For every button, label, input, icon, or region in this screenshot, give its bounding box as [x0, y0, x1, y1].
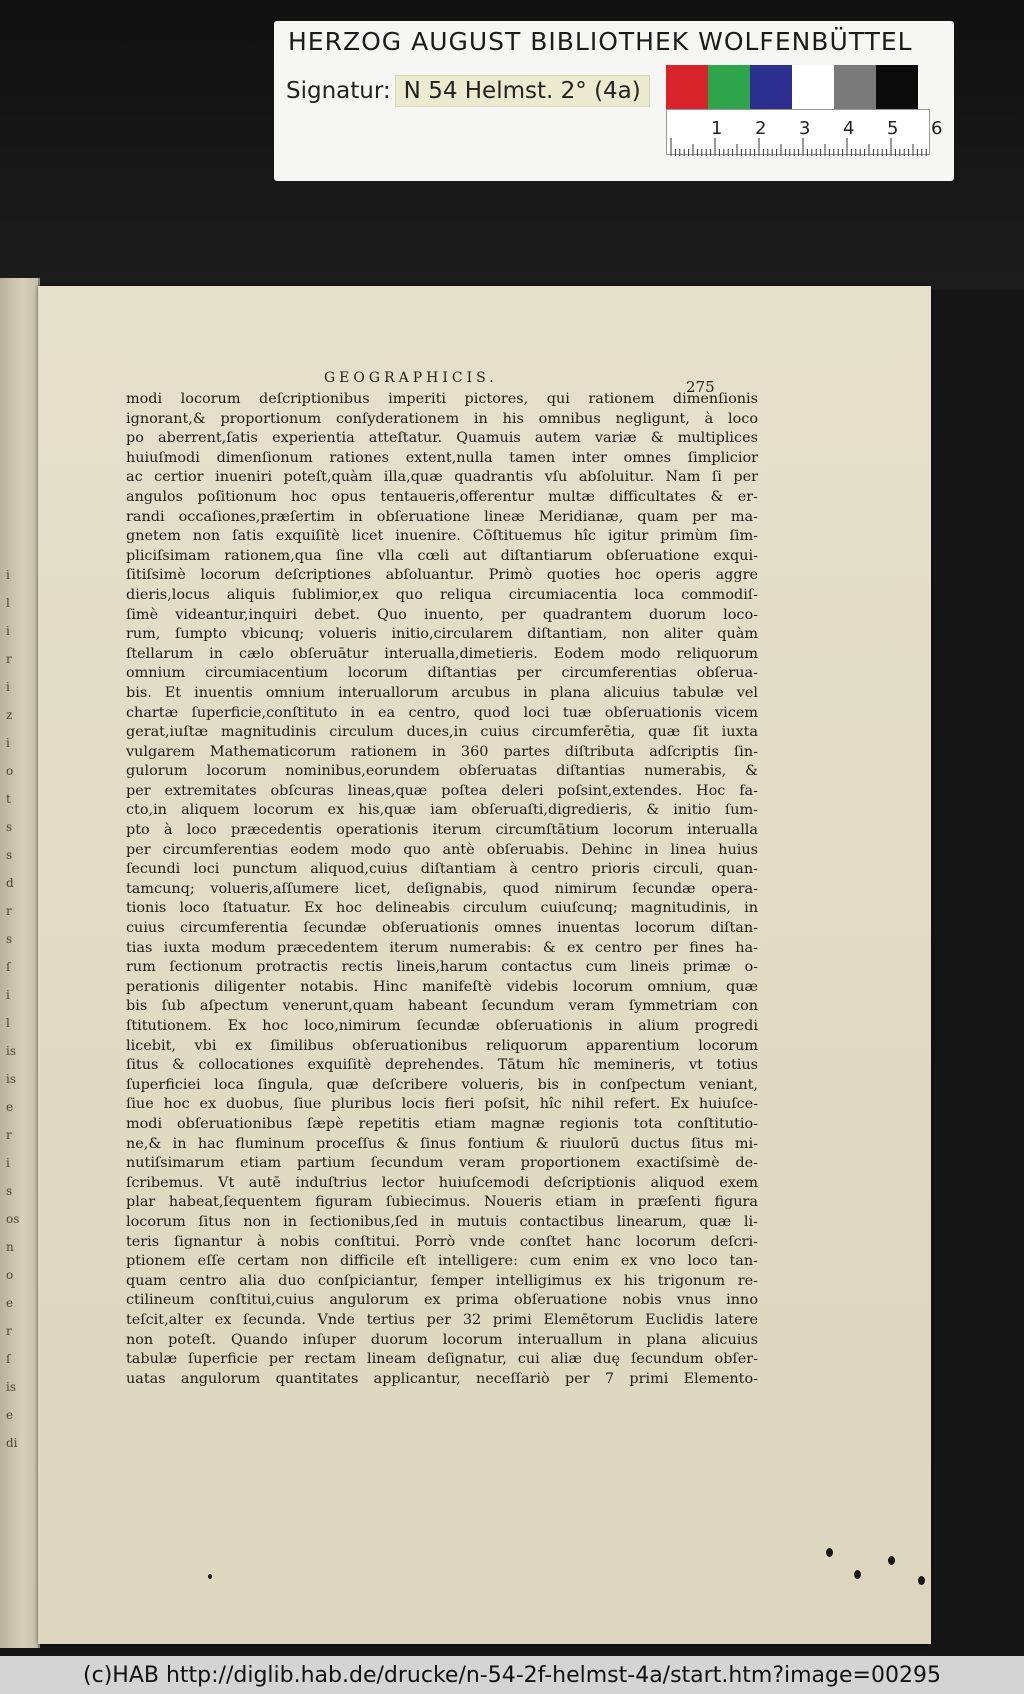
library-name: HERZOG AUGUST BIBLIOTHEK WOLFENBÜTTEL [288, 27, 913, 56]
text-line: bis ſub aſpectum venerunt,quam habeant ſecundum veram ſymmetriam con [126, 998, 758, 1015]
color-swatch [708, 65, 750, 109]
running-head: GEOGRAPHICIS. [324, 370, 498, 386]
text-line: ne,& in hac fluminum proceſſus & ſinus fontium & riuulorū ductus ſitus mi- [126, 1135, 758, 1152]
text-line: cuius circumferentia ſecundæ obſeruationis omnes inuentas locorum diſtan- [126, 920, 758, 937]
text-line: teſcit,alter ex ſecunda. Vnde tertius per 32 primi Elemētorum Euclidis latere [126, 1311, 758, 1328]
text-line: huiuſmodi dimenſionum rationes extent,nulla tamen inter omnes ſimplicior [126, 449, 758, 466]
text-line: ſiue hoc ex duobus, ſiue pluribus locis fieri poſsit, hîc nihil refert. Ex huiuſce- [126, 1096, 758, 1113]
adjacent-page-fragment: s [6, 848, 13, 862]
text-line: per extremitates obſcuras lineas,quæ poſtea deleri poſsint,extendes. Hoc fa- [126, 782, 758, 799]
ruler-number: 6 [931, 118, 943, 139]
signatur-label: Signatur: [286, 78, 391, 104]
text-line: perationis diligenter notabis. Hinc manifeſtè videbis locorum omnium, quæ [126, 978, 758, 995]
text-line: rum ſectionum protractis rectis lineis,harum contactus cum lineis primæ o- [126, 959, 758, 976]
adjacent-page-fragment: is [6, 1044, 16, 1058]
adjacent-page-fragment: s [6, 932, 13, 946]
adjacent-page-fragment: di [6, 1436, 18, 1450]
ink-speck [888, 1556, 895, 1565]
text-line: quam centro alia duo conſpiciantur, ſemper intelligimus ex his trigonum re- [126, 1272, 758, 1289]
text-line: pto à loco præcedentis operationis iterum circumſtātium locorum interualla [126, 822, 758, 839]
adjacent-page-fragment: ſ [6, 1352, 11, 1366]
adjacent-page-fragment: i [6, 680, 10, 694]
text-line: tabulæ ſuperficie per rectam lineam deſignatur, cui aliæ duę ſecundum obſer- [126, 1351, 758, 1368]
adjacent-page-fragment: s [6, 820, 13, 834]
adjacent-page-fragment: i [6, 988, 10, 1002]
text-line: ſecundi loci punctum aliquod,cuius diſtantiam à centro prioris circuli, quan- [126, 861, 758, 878]
signatur-row [286, 69, 650, 113]
text-line: randi occaſiones,præſertim in obſeruatione lineæ Meridianæ, quam per ma- [126, 508, 758, 525]
text-line: po aberrent,ſatis experientia atteſtatur. Quamuis autem variæ & multiplices [126, 430, 758, 447]
adjacent-page-fragment: e [6, 1296, 14, 1310]
adjacent-page-fragment: r [6, 652, 12, 666]
ruler-number: 4 [843, 118, 855, 139]
text-line: ſitus & collocationes exquiſitè deprehendes. Tātum hîc memineris, vt totius [126, 1057, 758, 1074]
text-line: ſcribemus. Vt autē induſtrius lector huiuſcemodi deſcriptionis aliquod exem [126, 1174, 758, 1191]
text-line: locorum ſitus non in ſectionibus,ſed in mutuis contactibus linearum, quæ li- [126, 1213, 758, 1230]
text-line: plar habeat,ſequentem figuram ſubiecimus. Noueris etiam in præſenti figura [126, 1194, 758, 1211]
adjacent-page-fragment: i [6, 1156, 10, 1170]
adjacent-page-fragment: r [6, 1128, 12, 1142]
adjacent-page-fragment: i [6, 736, 10, 750]
ruler-number: 2 [755, 118, 767, 139]
text-line: tionis loco ſtatuatur. Ex hoc delineabis circulum cuiuſcunq; magnitudinis, in [126, 900, 758, 917]
adjacent-page-fragment: d [6, 876, 14, 890]
adjacent-page-fragment: n [6, 1240, 14, 1254]
text-line: bis. Et inuentis omnium interuallorum arcubus in plana alicuius tabulæ vel [126, 684, 758, 701]
color-swatch [834, 65, 876, 109]
text-line: gnetem non ſatis exquiſitè licet inuenire. Cōſtituemus hîc igitur primùm ſim- [126, 528, 758, 545]
text-line: per circumferentias eodem modo quo antè obſeruabis. Dehinc in linea huius [126, 841, 758, 858]
adjacent-page-fragments [4, 278, 34, 1648]
text-line: uatas angulorum quantitates applicantur, neceſſariò per 7 primi Elemento- [126, 1370, 758, 1387]
ink-speck [854, 1570, 861, 1579]
adjacent-page-fragment: os [6, 1212, 20, 1226]
color-calibration-strip [666, 65, 918, 109]
text-line: rum, ſumpto vbicunq; volueris initio,circularem diſtantiam, non aliter quàm [126, 626, 758, 643]
body-text [126, 390, 758, 1389]
text-line: ignorant,& proportionum conſyderationem in his omnibus negligunt, à loco [126, 410, 758, 427]
text-line: ctilineum conſtitui,cuius angulorum ex prima obſeruatione nobis vnus inno [126, 1292, 758, 1309]
text-line: ſtitutionem. Ex hoc loco,nimirum ſecundæ obſeruationis in alium progredi [126, 1018, 758, 1034]
text-line: pliciſsimam rationem,qua ſine vlla cœli aut diſtantiarum obſeruatione exqui- [126, 547, 758, 564]
adjacent-page-fragment: t [6, 792, 11, 806]
adjacent-page-fragment: r [6, 1324, 12, 1338]
text-line: non poteſt. Quando inſuper duorum locorum interuallum in plana alicuius [126, 1331, 758, 1348]
ruler-number: 3 [799, 118, 811, 139]
text-line: ſtellarum in cælo obſeruātur interualla,dimetieris. Eodem modo reliquorum [126, 645, 758, 662]
adjacent-page-fragment: e [6, 1100, 14, 1114]
adjacent-page-fragment: l [6, 596, 10, 610]
text-line: cto,in aliquem locorum ex his,quæ iam obſeruaſti,digredieris, & initio ſum- [126, 802, 758, 819]
ink-speck [208, 1574, 212, 1579]
text-line: vulgarem Mathematicorum rationem in 360 partes diſtributa adſcriptis ſin- [126, 743, 758, 760]
page-number: 275 [686, 378, 715, 396]
color-swatch [750, 65, 792, 109]
adjacent-page-fragment: i [6, 568, 10, 582]
text-line: ptionem eſſe certam non difficile eſt intelligere: cum enim ex vno loco tan- [126, 1253, 758, 1270]
text-line: modi locorum deſcriptionibus imperiti pictores, qui rationem dimenſionis [126, 391, 758, 407]
adjacent-page-fragment: s [6, 1184, 13, 1198]
adjacent-page-fragment: z [6, 708, 13, 722]
signatur-value: N 54 Helmst. 2° (4a) [395, 75, 650, 107]
ink-speck [826, 1548, 833, 1557]
text-line: ac certior inueniri poteſt,quàm illa,quæ quadrantis vſu abſoluitur. Nam ſi per [126, 469, 758, 486]
color-swatch [792, 65, 834, 109]
color-swatch [666, 65, 708, 109]
text-line: teris ſignantur à nobis conſtitui. Porrò vnde conſtet hanc locorum deſcri- [126, 1233, 758, 1250]
copyright-footer: (c)HAB http://diglib.hab.de/drucke/n-54-2f-helmst-4a/start.htm?image=00295 [0, 1656, 1024, 1694]
text-line: modi obſeruationibus ſæpè repetitis etiam magnæ regionis tota conſtitutio- [126, 1115, 758, 1132]
text-line: gerat,iuſtæ magnitudinis circulum duces,in cuius circumferētia, quæ ſit iuxta [126, 724, 758, 741]
text-line: dieris,locus aliquis ſublimior,ex quo reliqua circumiacentia loca commodiſ- [126, 586, 758, 603]
text-line: angulos poſitionum hoc opus tentaueris,offerentur multæ difficultates & er- [126, 488, 758, 505]
ruler-ticks [667, 110, 943, 156]
ruler-number: 1 [711, 118, 723, 139]
adjacent-page-edge [0, 278, 40, 1648]
text-line: gulorum locorum nominibus,eorundem obſeruatas diſtantias numerabis, & [126, 763, 758, 780]
text-line: licebit, vbi ex ſimilibus obſeruationibus reliquorum apparentium locorum [126, 1037, 758, 1054]
text-line: ſitiſsimè locorum deſcriptiones abſoluantur. Primò quoties hoc operis aggre [126, 567, 758, 584]
ruler-number: 5 [887, 118, 899, 139]
text-line: omnium circumiacentium locorum diſtantias per circumferentias obſerua- [126, 665, 758, 682]
scale-ruler [666, 109, 943, 155]
text-line: tamcunq; volueris,aſſumere licet, deſignabis, quod nimirum ſecundæ opera- [126, 880, 758, 897]
text-line: ſimè videantur,inquiri debet. Quo inuento, per quadrantem duorum loco- [126, 606, 758, 623]
text-line: chartæ ſuperficie,conſtituto in ea centro, quod loci tuæ obſeruationis vicem [126, 704, 758, 721]
text-line: tias iuxta modum præcedentem iterum numerabis: & ex centro per fines ha- [126, 939, 758, 956]
adjacent-page-fragment: ſ [6, 960, 11, 974]
adjacent-page-fragment: o [6, 1268, 14, 1282]
adjacent-page-fragment: e [6, 1408, 14, 1422]
color-swatch [876, 65, 918, 109]
ink-speck [918, 1576, 925, 1585]
text-line: ſuperficiei loca ſingula, quæ deſcribere volueris, bis in conſpectum veniant, [126, 1076, 758, 1093]
text-line: nutiſsimarum etiam partium ſecundum veram proportionem exactiſsimè de- [126, 1155, 758, 1172]
adjacent-page-fragment: is [6, 1072, 16, 1086]
book-page [38, 286, 931, 1644]
library-label-card [274, 21, 954, 181]
adjacent-page-fragment: l [6, 1016, 10, 1030]
adjacent-page-fragment: is [6, 1380, 16, 1394]
adjacent-page-fragment: i [6, 624, 10, 638]
adjacent-page-fragment: o [6, 764, 14, 778]
adjacent-page-fragment: r [6, 904, 12, 918]
